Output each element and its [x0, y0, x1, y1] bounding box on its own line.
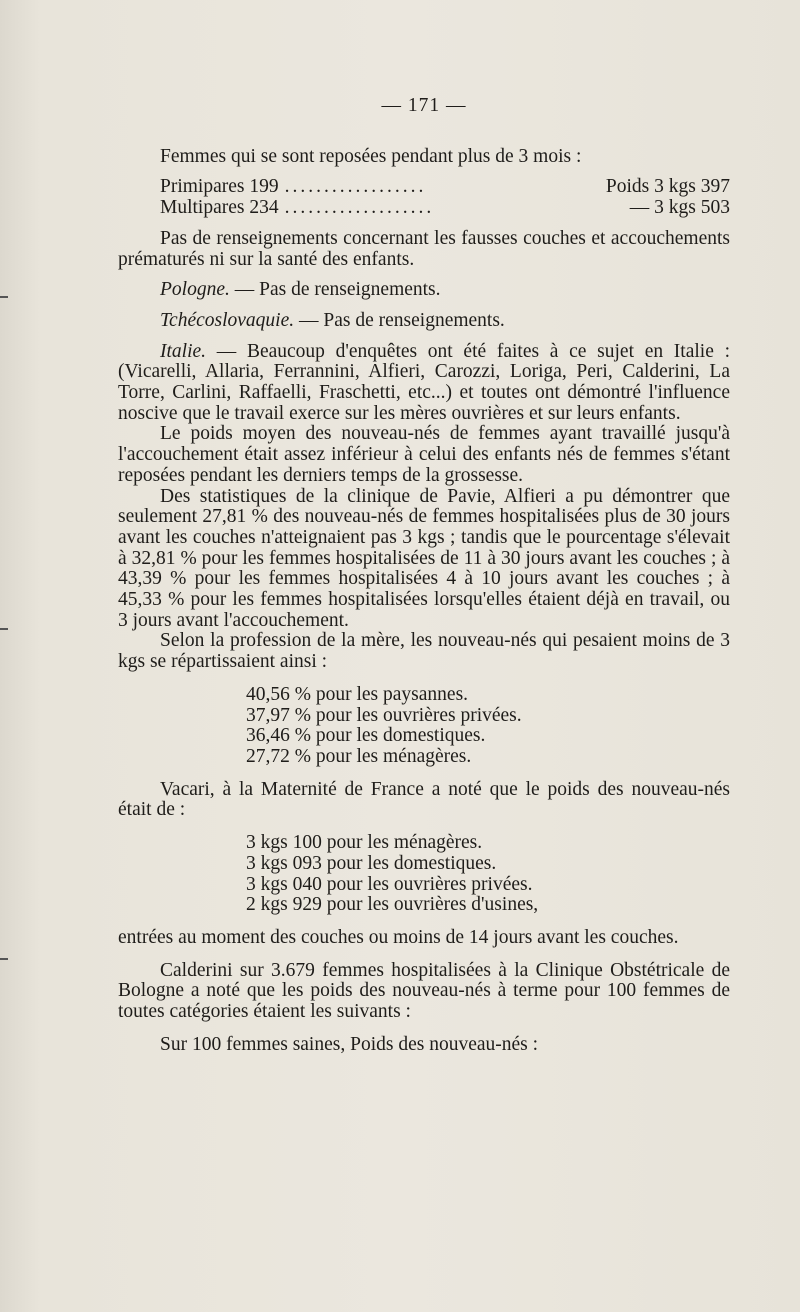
- row-label: Multipares 234: [160, 197, 279, 219]
- paragraph-tchecoslovaquie: [118, 311, 730, 332]
- paragraph-text: — Pas de renseignements.: [294, 309, 505, 331]
- row-leader: ..................: [284, 177, 427, 198]
- paragraph-text: — Pas de renseignements.: [229, 279, 441, 301]
- list-item: 3 kgs 040 pour les ouvrières privées.: [246, 873, 533, 895]
- paragraph-final: Sur 100 femmes saines, Poids des nouveau-nés :: [160, 1033, 539, 1055]
- list-item: 3 kgs 093 pour les domestiques.: [246, 852, 497, 874]
- paragraph-vacari: Vacari, à la Maternité de France a noté que le poids des nouveau-nés était de :: [118, 778, 730, 821]
- intro-line: Femmes qui se sont reposées pendant plus de 3 mois :: [160, 145, 582, 167]
- paragraph-pavie: Des statistiques de la clinique de Pavie, Alfieri a pu démontrer que seulement 27,81 % des nouveau-nés de femmes hospitalisées plus de 30 jours avant les couches n'atteignaient pas 3 kgs ; tandis que le pourcentage s'élevait à 32,81 % pour les femmes hospitalisées de 11 à 30 jours avant les couches ; à 43,39 % pour les femmes hospitalisées 4 à 10 jours avant les couches ; à 45,33 % pour les femmes hospitalisées lorsqu'elles étaient déjà en travail, ou 3 jours avant l'accouchement.: [118, 485, 730, 631]
- weights-table: [118, 177, 730, 218]
- vacari-list: [118, 833, 730, 916]
- country-name: Italie.: [160, 340, 207, 362]
- list-item: 40,56 % pour les paysannes.: [246, 683, 469, 705]
- page-number: — 171 —: [381, 95, 467, 116]
- text-block: [118, 96, 730, 1055]
- country-name: Tchécoslovaquie.: [160, 309, 295, 331]
- list-item: 37,97 % pour les ouvrières privées.: [246, 704, 522, 726]
- list-item: 3 kgs 100 pour les ménagères.: [246, 832, 483, 854]
- paragraph-entrees: entrées au moment des couches ou moins de 14 jours avant les couches.: [118, 926, 679, 948]
- row-leader: ...................: [284, 198, 435, 219]
- row-value: Poids 3 kgs 397: [605, 176, 730, 198]
- country-name: Pologne.: [160, 279, 230, 301]
- row-value: — 3 kgs 503: [629, 197, 730, 219]
- paragraph-text: — Beaucoup d'enquêtes ont été faites à ce sujet en Italie : (Vicarelli, Allaria, Ferrannini, Alfieri, Carozzi, Loriga, Peri, Calderini, La Torre, Carlini, Raffaelli, Fraschetti, etc...) et toutes ont démontré l'influence noscive que le travail exerce sur les mères ouvrières et sur leurs enfants.: [118, 340, 730, 424]
- margin-mark: [0, 628, 8, 630]
- profession-list: [118, 685, 730, 768]
- list-item: 27,72 % pour les ménagères.: [246, 745, 472, 767]
- paragraph-profession: Selon la profession de la mère, les nouveau-nés qui pesaient moins de 3 kgs se répartissaient ainsi :: [118, 630, 730, 673]
- paragraph-pologne: [118, 280, 730, 301]
- table-row: [118, 198, 730, 219]
- table-row: [118, 177, 730, 198]
- paragraph-poids: Le poids moyen des nouveau-nés de femmes ayant travaillé jusqu'à l'accouchement était assez inférieur à celui des enfants nés de femmes s'étant reposées pendant les derniers temps de la grossesse.: [118, 423, 730, 486]
- list-item: 2 kgs 929 pour les ouvrières d'usines,: [246, 894, 539, 916]
- row-label: Primipares 199: [160, 176, 279, 198]
- paragraph-italie: [118, 342, 730, 425]
- paragraph-calderini: Calderini sur 3.679 femmes hospitalisées à la Clinique Obstétricale de Bologne a noté que les poids des nouveau-nés à terme pour 100 femmes de toutes catégories étaient les suivants :: [118, 959, 730, 1023]
- list-item: 36,46 % pour les domestiques.: [246, 725, 486, 747]
- margin-mark: [0, 296, 8, 298]
- paragraph-no-info: Pas de renseignements concernant les fausses couches et accouchements prématurés ni sur la santé des enfants.: [118, 227, 730, 270]
- margin-mark: [0, 958, 8, 960]
